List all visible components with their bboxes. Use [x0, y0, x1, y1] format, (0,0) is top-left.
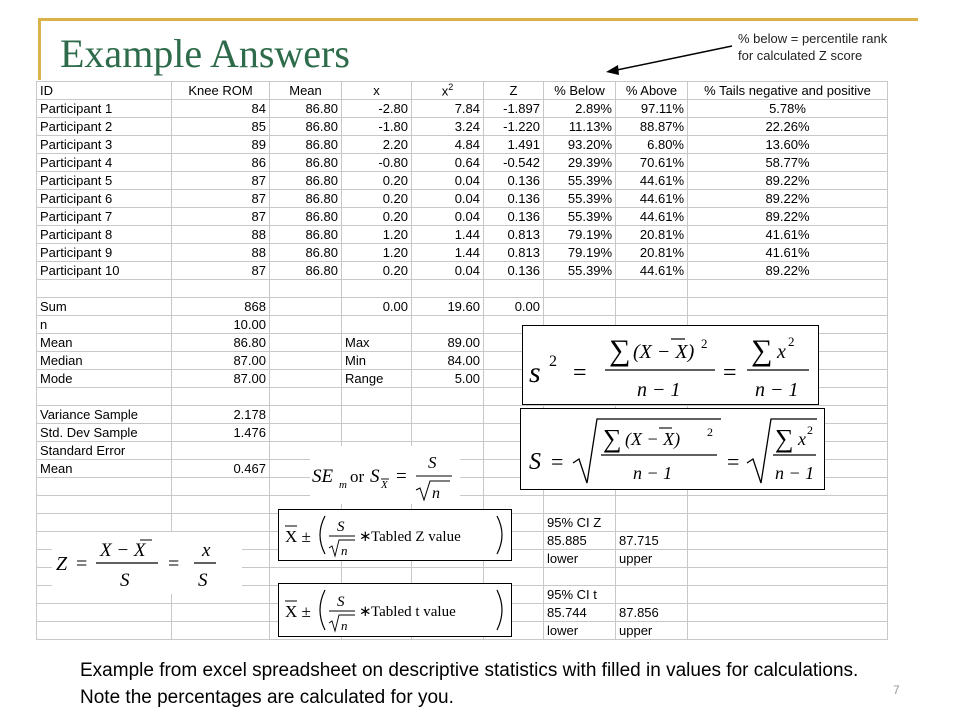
stat-value: 84.00	[412, 352, 484, 370]
empty-cell	[616, 568, 688, 586]
empty-cell	[688, 514, 888, 532]
empty-cell	[688, 604, 888, 622]
table-cell: 44.61%	[616, 190, 688, 208]
sum-x2: 19.60	[412, 298, 484, 316]
percentile-note-line2: for calculated Z score	[738, 48, 863, 63]
table-cell: 88	[172, 226, 270, 244]
empty-cell	[37, 280, 172, 298]
svg-text:n − 1: n − 1	[775, 463, 815, 483]
table-cell: 86.80	[270, 154, 342, 172]
table-cell: 20.81%	[616, 226, 688, 244]
table-cell: 1.20	[342, 226, 412, 244]
table-cell: 89.22%	[688, 262, 888, 280]
empty-cell	[544, 298, 616, 316]
table-cell: 1.44	[412, 226, 484, 244]
table-cell: Participant 5	[37, 172, 172, 190]
table-cell: 7.84	[412, 100, 484, 118]
empty-cell	[270, 406, 342, 424]
svg-text:n − 1: n − 1	[755, 379, 799, 401]
table-cell: 55.39%	[544, 262, 616, 280]
table-cell: 0.813	[484, 226, 544, 244]
svg-text:(X − X): (X − X)	[633, 341, 695, 363]
table-cell: 1.44	[412, 244, 484, 262]
empty-cell	[688, 532, 888, 550]
table-row	[37, 190, 888, 208]
stat-value: 89.00	[412, 334, 484, 352]
svg-text:S: S	[337, 519, 345, 535]
table-cell: 86.80	[270, 136, 342, 154]
empty-cell	[616, 298, 688, 316]
stat-value	[412, 316, 484, 334]
svg-text:=: =	[551, 449, 564, 474]
stderr-label: Mean	[37, 460, 172, 478]
svg-text:=: =	[727, 449, 740, 474]
arrow-icon	[600, 40, 740, 80]
table-cell: 85	[172, 118, 270, 136]
ci-z-lower-label: lower	[544, 550, 616, 568]
table-cell: 79.19%	[544, 226, 616, 244]
table-cell: 2.20	[342, 136, 412, 154]
variance-label: Variance Sample	[37, 406, 172, 424]
ci-t-upper-label: upper	[616, 622, 688, 640]
table-cell: 44.61%	[616, 262, 688, 280]
table-cell: 44.61%	[616, 172, 688, 190]
table-cell: 58.77%	[688, 154, 888, 172]
stat-value: 87.00	[172, 352, 270, 370]
svg-text:n − 1: n − 1	[637, 379, 681, 401]
svg-text:Z: Z	[56, 553, 68, 575]
table-cell: 89.22%	[688, 190, 888, 208]
ci-z-label: 95% CI Z	[544, 514, 616, 532]
svg-text:2: 2	[701, 336, 708, 351]
empty-cell	[412, 424, 484, 442]
svg-text:X ±: X ±	[285, 602, 311, 621]
table-cell: 0.04	[412, 262, 484, 280]
table-cell: 13.60%	[688, 136, 888, 154]
table-cell: 86.80	[270, 172, 342, 190]
table-cell: 0.64	[412, 154, 484, 172]
table-cell: 2.89%	[544, 100, 616, 118]
svg-text:∑: ∑	[751, 334, 773, 367]
table-cell: 86	[172, 154, 270, 172]
svg-text:n: n	[341, 618, 348, 633]
table-cell: 6.80%	[616, 136, 688, 154]
empty-cell	[688, 550, 888, 568]
empty-cell	[37, 478, 172, 496]
table-cell: 89.22%	[688, 172, 888, 190]
column-header: ID	[37, 82, 172, 100]
empty-cell	[37, 496, 172, 514]
empty-cell	[37, 514, 172, 532]
svg-text:=: =	[573, 360, 587, 386]
column-header: $x^2$	[412, 82, 484, 100]
table-cell: 84	[172, 100, 270, 118]
table-row	[37, 208, 888, 226]
empty-cell	[544, 568, 616, 586]
table-cell: -0.542	[484, 154, 544, 172]
svg-text:n − 1: n − 1	[633, 463, 673, 483]
column-header: Mean	[270, 82, 342, 100]
stat-label: Mode	[37, 370, 172, 388]
svg-text:SE: SE	[312, 466, 334, 487]
ci-t-lower: 85.744	[544, 604, 616, 622]
empty-cell	[172, 280, 270, 298]
tabled-t-text: Tabled t value	[371, 604, 456, 620]
ci-t-lower-label: lower	[544, 622, 616, 640]
table-cell: Participant 9	[37, 244, 172, 262]
table-cell: 0.04	[412, 190, 484, 208]
empty-cell	[342, 424, 412, 442]
empty-cell	[270, 298, 342, 316]
table-row	[37, 100, 888, 118]
table-cell: 70.61%	[616, 154, 688, 172]
empty-cell	[688, 280, 888, 298]
table-row	[37, 226, 888, 244]
empty-cell	[342, 280, 412, 298]
empty-cell	[342, 388, 412, 406]
table-cell: 41.61%	[688, 244, 888, 262]
empty-cell	[412, 388, 484, 406]
svg-text:x: x	[798, 429, 806, 449]
column-header: % Above	[616, 82, 688, 100]
stat-value: 5.00	[412, 370, 484, 388]
table-cell: 4.84	[412, 136, 484, 154]
ci-t-upper: 87.856	[616, 604, 688, 622]
empty-cell	[616, 586, 688, 604]
or-text: or	[350, 467, 365, 486]
svg-text:m: m	[339, 479, 347, 491]
stat-value: 10.00	[172, 316, 270, 334]
table-cell: Participant 1	[37, 100, 172, 118]
table-cell: -2.80	[342, 100, 412, 118]
table-cell: 5.78%	[688, 100, 888, 118]
table-row	[37, 118, 888, 136]
table-cell: 86.80	[270, 118, 342, 136]
table-cell: 87	[172, 172, 270, 190]
empty-cell	[172, 478, 270, 496]
svg-text:∗: ∗	[359, 529, 372, 545]
svg-text:2: 2	[549, 353, 557, 370]
table-cell: Participant 10	[37, 262, 172, 280]
empty-cell	[412, 280, 484, 298]
table-cell: -1.897	[484, 100, 544, 118]
ci-z-upper: 87.715	[616, 532, 688, 550]
table-cell: 87	[172, 208, 270, 226]
empty-cell	[342, 406, 412, 424]
empty-cell	[412, 406, 484, 424]
table-row	[37, 136, 888, 154]
svg-text:x: x	[777, 341, 786, 363]
table-cell: 86.80	[270, 226, 342, 244]
svg-text:n: n	[341, 543, 348, 558]
table-cell: 86.80	[270, 244, 342, 262]
empty-cell	[688, 298, 888, 316]
stat-label: Range	[342, 370, 412, 388]
column-header: % Tails negative and positive	[688, 82, 888, 100]
z-formula	[52, 532, 242, 594]
stat-label: n	[37, 316, 172, 334]
empty-cell	[270, 316, 342, 334]
empty-cell	[270, 334, 342, 352]
empty-cell	[616, 514, 688, 532]
svg-text:S: S	[198, 570, 208, 591]
table-cell: 22.26%	[688, 118, 888, 136]
stdev-value: 1.476	[172, 424, 270, 442]
standard-error-formula	[310, 446, 460, 504]
svg-text:X: X	[381, 479, 388, 491]
empty-cell	[270, 280, 342, 298]
svg-text:S: S	[120, 570, 130, 591]
table-cell: 0.813	[484, 244, 544, 262]
table-cell: 86.80	[270, 190, 342, 208]
svg-text:∑: ∑	[609, 334, 631, 367]
slide-number: 7	[893, 683, 900, 697]
empty-cell	[37, 622, 172, 640]
empty-cell	[172, 622, 270, 640]
column-header: Z	[484, 82, 544, 100]
percentile-note	[738, 30, 887, 64]
empty-cell	[172, 388, 270, 406]
stat-label: Max	[342, 334, 412, 352]
table-row	[37, 154, 888, 172]
empty-cell	[544, 496, 616, 514]
table-cell: Participant 2	[37, 118, 172, 136]
ci-t-label: 95% CI t	[544, 586, 616, 604]
table-cell: 0.20	[342, 172, 412, 190]
empty-cell	[688, 622, 888, 640]
empty-cell	[688, 568, 888, 586]
column-header: Knee ROM	[172, 82, 270, 100]
table-cell: 0.136	[484, 190, 544, 208]
table-cell: 55.39%	[544, 208, 616, 226]
table-cell: 0.136	[484, 208, 544, 226]
empty-cell	[688, 586, 888, 604]
table-cell: 0.20	[342, 208, 412, 226]
title-rule-left	[38, 18, 41, 80]
table-cell: 89	[172, 136, 270, 154]
table-cell: -1.80	[342, 118, 412, 136]
table-cell: 97.11%	[616, 100, 688, 118]
stat-label: Mean	[37, 334, 172, 352]
table-cell: 0.20	[342, 190, 412, 208]
table-cell: 93.20%	[544, 136, 616, 154]
empty-cell	[270, 424, 342, 442]
svg-text:2: 2	[807, 423, 813, 437]
empty-cell	[270, 370, 342, 388]
svg-text:∗: ∗	[359, 604, 372, 620]
stdev-label: Std. Dev Sample	[37, 424, 172, 442]
ci-z-formula	[278, 509, 512, 561]
table-cell: 88.87%	[616, 118, 688, 136]
table-cell: 1.20	[342, 244, 412, 262]
empty-cell	[172, 496, 270, 514]
tabled-z-text: Tabled Z value	[371, 529, 461, 545]
table-cell: 87	[172, 262, 270, 280]
empty-cell	[270, 388, 342, 406]
table-cell: -1.220	[484, 118, 544, 136]
table-cell: 79.19%	[544, 244, 616, 262]
column-header: x	[342, 82, 412, 100]
empty-cell	[172, 604, 270, 622]
svg-text:X − X: X − X	[100, 540, 146, 561]
svg-text:S: S	[428, 453, 437, 472]
empty-cell	[616, 280, 688, 298]
sum-z: 0.00	[484, 298, 544, 316]
svg-text:S: S	[529, 449, 541, 475]
stderr-label: Standard Error	[37, 442, 172, 460]
title-rule-top	[38, 18, 918, 21]
percentile-note-line1: % below = percentile rank	[738, 31, 888, 46]
table-cell: Participant 8	[37, 226, 172, 244]
table-cell: 0.04	[412, 172, 484, 190]
table-cell: 88	[172, 244, 270, 262]
table-row	[37, 172, 888, 190]
table-cell: 0.136	[484, 172, 544, 190]
table-cell: Participant 3	[37, 136, 172, 154]
svg-text:=: =	[723, 360, 737, 386]
table-cell: 41.61%	[688, 226, 888, 244]
svg-text:X ±: X ±	[285, 527, 311, 546]
table-row	[37, 298, 888, 316]
table-row	[37, 262, 888, 280]
empty-cell	[172, 514, 270, 532]
sum-x: 0.00	[342, 298, 412, 316]
table-cell: Participant 4	[37, 154, 172, 172]
table-row	[37, 280, 888, 298]
svg-text:2: 2	[788, 334, 795, 349]
table-cell: 86.80	[270, 262, 342, 280]
table-cell: 86.80	[270, 208, 342, 226]
table-cell: 0.136	[484, 262, 544, 280]
ci-z-lower: 85.885	[544, 532, 616, 550]
table-cell: 86.80	[270, 100, 342, 118]
sum-knee: 868	[172, 298, 270, 316]
variance-value: 2.178	[172, 406, 270, 424]
ci-t-formula	[278, 583, 512, 637]
column-header: % Below	[544, 82, 616, 100]
variance-formula	[522, 325, 819, 405]
stderr-value: 0.467	[172, 460, 270, 478]
table-cell: 20.81%	[616, 244, 688, 262]
svg-text:s: s	[529, 356, 541, 389]
table-cell: 55.39%	[544, 172, 616, 190]
empty-cell	[616, 496, 688, 514]
svg-text:=: =	[396, 466, 407, 487]
stat-value: 86.80	[172, 334, 270, 352]
table-cell: Participant 6	[37, 190, 172, 208]
svg-text:S: S	[337, 594, 345, 610]
empty-cell	[270, 352, 342, 370]
empty-cell	[37, 388, 172, 406]
table-cell: 1.491	[484, 136, 544, 154]
table-row	[37, 244, 888, 262]
table-cell: 3.24	[412, 118, 484, 136]
svg-text:(X − X): (X − X)	[625, 429, 681, 449]
table-cell: 87	[172, 190, 270, 208]
table-cell: -0.80	[342, 154, 412, 172]
table-row	[37, 82, 888, 100]
table-cell: 89.22%	[688, 208, 888, 226]
table-cell: 11.13%	[544, 118, 616, 136]
table-cell: 55.39%	[544, 190, 616, 208]
empty-cell	[544, 280, 616, 298]
ci-z-upper-label: upper	[616, 550, 688, 568]
empty-cell	[688, 496, 888, 514]
svg-text:S: S	[370, 466, 380, 487]
svg-text:=: =	[168, 553, 180, 575]
slide-caption: Example from excel spreadsheet on descriptive statistics with filled in values for calculations. Note the percentages are calculated for you.	[80, 660, 859, 708]
empty-cell	[172, 442, 270, 460]
sum-label: Sum	[37, 298, 172, 316]
svg-text:∑: ∑	[775, 424, 794, 453]
table-cell: 0.20	[342, 262, 412, 280]
stat-label: Median	[37, 352, 172, 370]
table-cell: 0.04	[412, 208, 484, 226]
slide-title: Example Answers	[60, 31, 350, 76]
table-cell: Participant 7	[37, 208, 172, 226]
empty-cell	[484, 280, 544, 298]
table-cell: 29.39%	[544, 154, 616, 172]
empty-cell	[37, 604, 172, 622]
stat-value: 87.00	[172, 370, 270, 388]
stat-label	[342, 316, 412, 334]
table-cell: 44.61%	[616, 208, 688, 226]
svg-text:=: =	[76, 553, 88, 575]
svg-text:x: x	[202, 540, 211, 561]
svg-text:2: 2	[707, 425, 713, 439]
stat-label: Min	[342, 352, 412, 370]
svg-text:n: n	[432, 485, 440, 502]
svg-text:∑: ∑	[603, 424, 622, 453]
stdev-formula	[520, 408, 825, 490]
